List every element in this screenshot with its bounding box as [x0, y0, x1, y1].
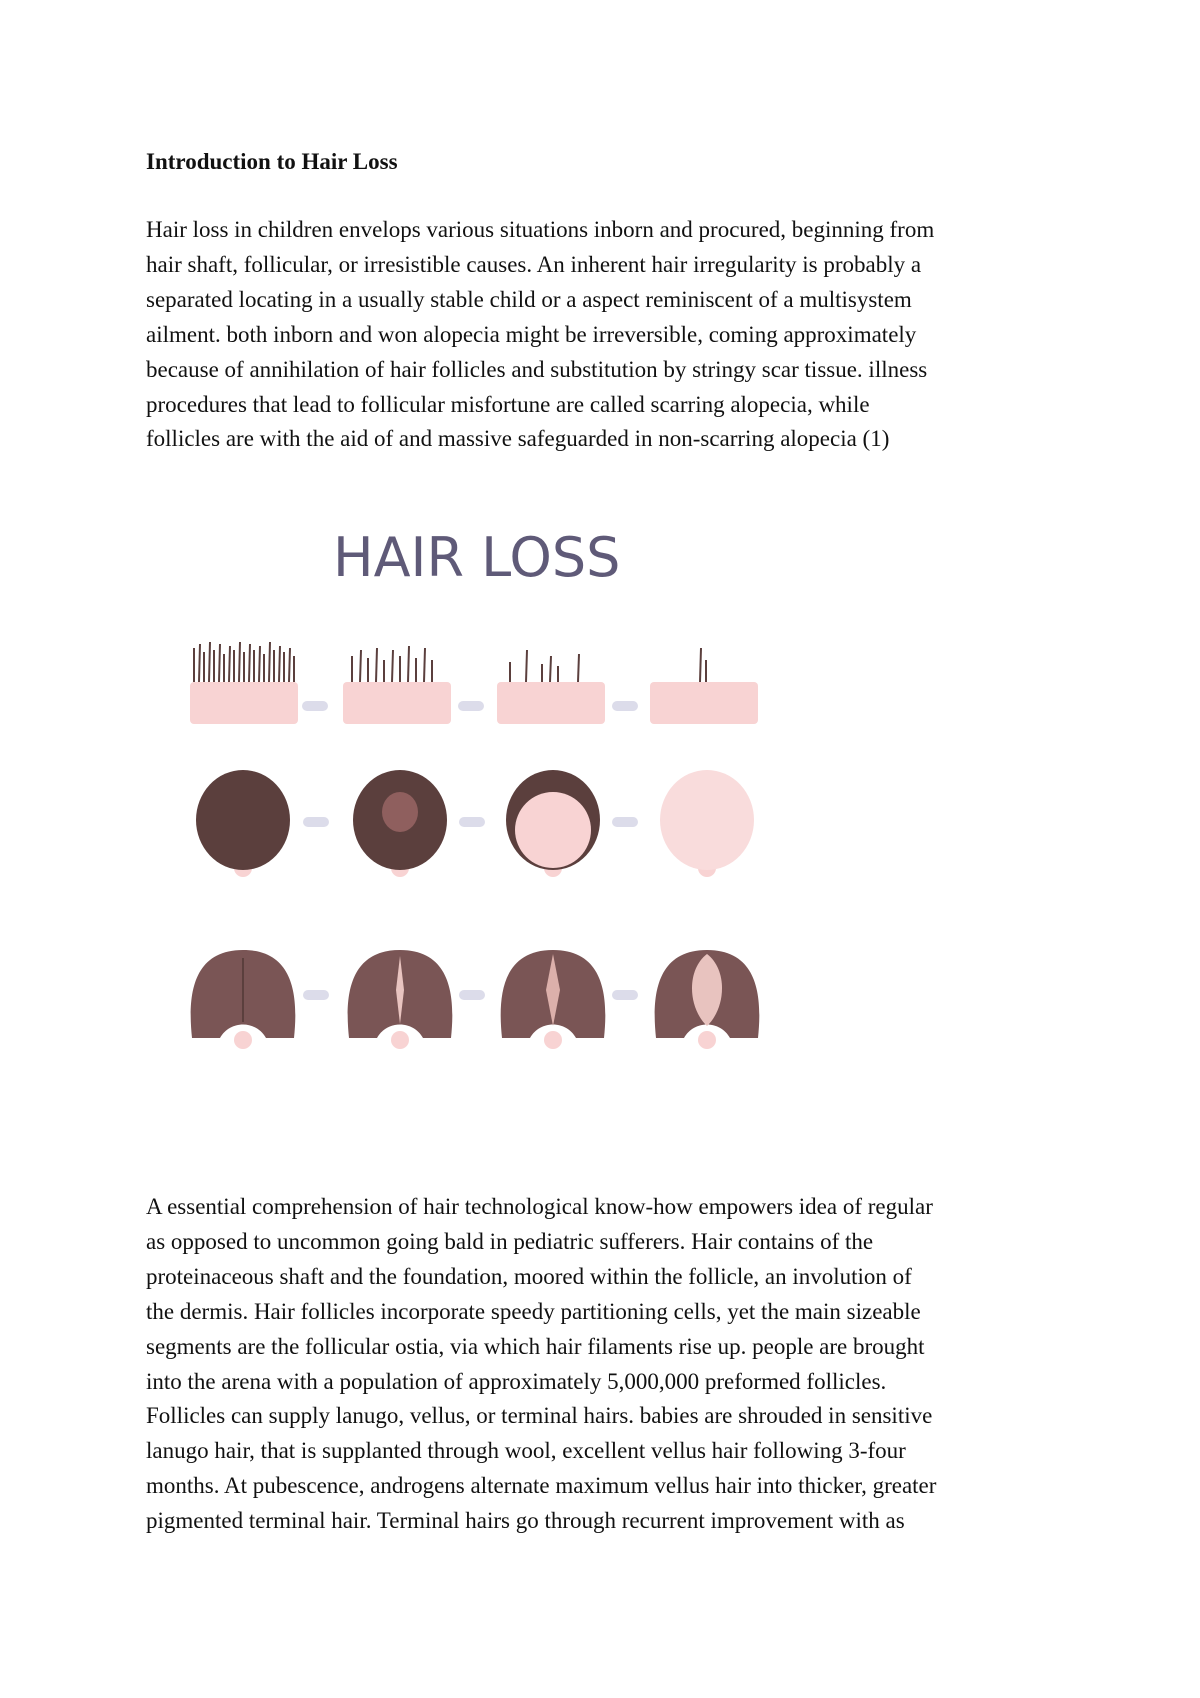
female-pattern-row [191, 950, 760, 1049]
paragraph-line: into the arena with a population of approximately 5,000,000 preformed follicles. [146, 1368, 887, 1394]
female-head-thinning [501, 950, 606, 1049]
paragraph-line: months. At pubescence, androgens alternate maximum vellus hair into thicker, greater [146, 1473, 937, 1499]
thinning-hair-strands [352, 646, 432, 682]
paragraph-line: separated locating in a usually stable child or a aspect reminiscent of a multisystem [146, 286, 912, 312]
scalp-block-thinning [343, 682, 451, 724]
paragraph-line: lanugo hair, that is supplanted through wool, excellent vellus hair following 3-four [146, 1438, 906, 1464]
follicle-row [190, 642, 758, 724]
intro-paragraph [146, 213, 1076, 457]
scalp-block-bald [650, 682, 758, 724]
male-pattern-row [196, 770, 754, 877]
paragraph-line: proteinaceous shaft and the foundation, moored within the follicle, an involution of [146, 1263, 912, 1289]
paragraph-line: Hair loss in children envelops various situations inborn and procured, beginning from [146, 217, 935, 242]
connector-dash [303, 990, 329, 1000]
section-heading: Introduction to Hair Loss [146, 149, 398, 174]
male-head-receding [506, 770, 600, 877]
connector-dash [303, 817, 329, 827]
paragraph-line: procedures that lead to follicular misfortune are called scarring alopecia, while [146, 391, 870, 417]
scalp-block-dense [190, 682, 298, 724]
paragraph-line: Follicles can supply lanugo, vellus, or terminal hairs. babies are shrouded in sensitive [146, 1403, 933, 1429]
female-head-part-widening [348, 950, 453, 1049]
male-head-crown-thinning [353, 770, 447, 877]
paragraph-line: hair shaft, follicular, or irresistible causes. An inherent hair irregularity is probably a [146, 251, 922, 277]
scalp-block-sparse [497, 682, 605, 724]
connector-dash [458, 701, 484, 711]
female-head-advanced-thinning [655, 950, 760, 1049]
paragraph-line: A essential comprehension of hair technological know-how empowers idea of regular [146, 1194, 933, 1219]
male-head-bald [660, 770, 754, 877]
paragraph-line: because of annihilation of hair follicles and substitution by stringy scar tissue. illness [146, 356, 928, 382]
paragraph-line: ailment. both inborn and won alopecia might be irreversible, coming approximately [146, 321, 917, 347]
sparse-hair-strands [510, 650, 579, 682]
figure-title: HAIR LOSS [333, 530, 621, 589]
connector-dash [302, 701, 328, 711]
hair-loss-illustration [180, 530, 770, 1110]
remaining-hair-strands [700, 648, 706, 682]
body-paragraph [146, 1190, 1076, 1539]
connector-dash [612, 701, 638, 711]
paragraph-line: pigmented terminal hair. Terminal hairs go through recurrent improvement with as [146, 1508, 905, 1534]
paragraph-line: the dermis. Hair follicles incorporate speedy partitioning cells, yet the main sizeable [146, 1298, 921, 1324]
paragraph-line: follicles are with the aid of and massive safeguarded in non-scarring alopecia (1) [146, 426, 890, 452]
connector-dash [612, 990, 638, 1000]
paragraph-line: as opposed to uncommon going bald in pediatric sufferers. Hair contains of the [146, 1228, 874, 1254]
dense-hair-strands [194, 642, 294, 682]
female-head-full-hair [191, 950, 296, 1049]
connector-dash [459, 990, 485, 1000]
connector-dash [459, 817, 485, 827]
paragraph-line: segments are the follicular ostia, via which hair filaments rise up. people are brought [146, 1333, 925, 1359]
connector-dash [612, 817, 638, 827]
male-head-full-hair [196, 770, 290, 877]
